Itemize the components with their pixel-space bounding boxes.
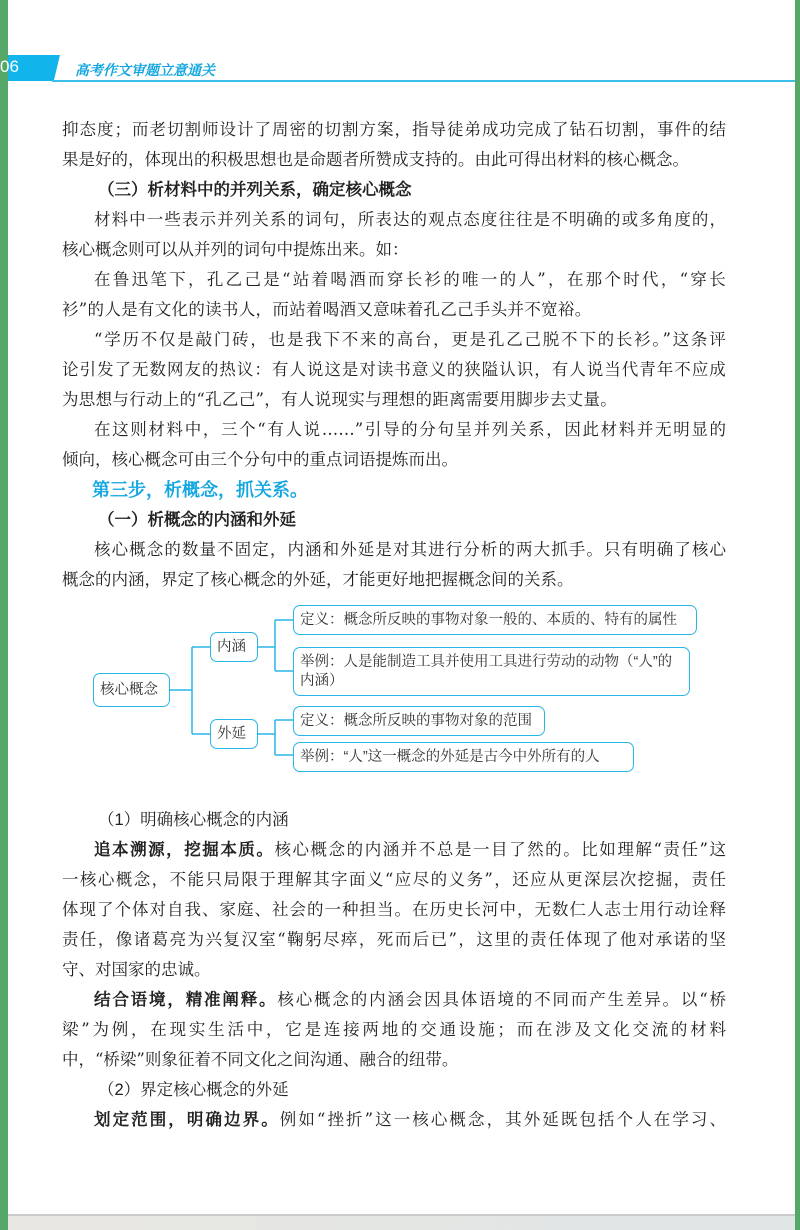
- running-header-title: 高考作文审题立意通关: [75, 62, 215, 78]
- text-line: [62, 1105, 726, 1135]
- text-line: 一核心概念，不能只局限于理解其字面义“应尽的义务”，还应从更深层次挖掘，责任: [62, 870, 726, 889]
- text-line: 概念的内涵，界定了核心概念的外延，才能更好地把握概念间的关系。: [62, 570, 574, 589]
- connotation-example-box: 举例：人是能制造工具并使用工具进行劳动的动物（“人”的内涵）: [293, 647, 690, 696]
- step-heading: 第三步，析概念，抓关系。: [92, 480, 308, 500]
- text-line: 材料中一些表示并列关系的词句，所表达的观点态度往往是不明确的或多角度的，: [94, 210, 726, 229]
- key-phrase: 追本溯源，挖掘本质。: [94, 841, 275, 859]
- section-heading: （一）析概念的内涵和外延: [98, 511, 296, 529]
- page-number: 06: [0, 57, 19, 76]
- text-line: 在这则材料中，三个“有人说……”引导的分句呈并列关系，因此材料并无明显的: [94, 420, 726, 439]
- text-line: 抑态度；而老切割师设计了周密的切割方案，指导徒弟成功完成了钻石切割，事件的结: [62, 120, 726, 139]
- root-concept-box: 核心概念: [93, 673, 170, 707]
- text-line: 体现了个体对自我、家庭、社会的一种担当。在历史长河中，无数仁人志士用行动诠释: [62, 900, 726, 919]
- text-span: 核心概念的内涵并不总是一目了然的。比如理解“责任”这: [274, 840, 726, 859]
- text-line: [62, 985, 726, 1015]
- denotation-example-box: 举例：“人”这一概念的外延是古今中外所有的人: [293, 742, 634, 772]
- text-span: 例如“挫折”这一核心概念，其外延既包括个人在学习、: [279, 1110, 726, 1129]
- text-line: 守、对国家的忠诚。: [62, 960, 211, 979]
- text-line: 核心概念则可以从并列的词句中提炼出来。如：: [62, 240, 409, 259]
- concept-diagram: [0, 595, 800, 805]
- quote-line: 衫”的人是有文化的读书人，而站着喝酒又意味着孔乙己手头并不宽裕。: [62, 300, 592, 319]
- quote-line: “学历不仅是敲门砖，也是我下不来的高台，更是孔乙己脱不下的长衫。”这条评: [94, 330, 726, 349]
- section-heading: （三）析材料中的并列关系，确定核心概念: [98, 181, 412, 199]
- text-line: [62, 835, 726, 865]
- key-phrase: 划定范围，明确边界。: [94, 1111, 280, 1129]
- header-rule: [52, 80, 795, 82]
- denotation-box: 外延: [210, 719, 258, 749]
- connotation-definition-box: 定义：概念所反映的事物对象一般的、本质的、特有的属性: [293, 605, 697, 635]
- quote-line: 在鲁迅笔下，孔乙己是“站着喝酒而穿长衫的唯一的人”，在那个时代，“穿长: [94, 270, 726, 289]
- text-span: 核心概念的内涵会因具体语境的不同而产生差异。以“桥: [277, 990, 726, 1009]
- connotation-box: 内涵: [210, 632, 258, 662]
- subsection-heading: （1）明确核心概念的内涵: [98, 811, 289, 829]
- bottom-toolbar-strip: [8, 1214, 795, 1230]
- subsection-heading: （2）界定核心概念的外延: [98, 1081, 289, 1099]
- quote-line: 论引发了无数网友的热议：有人说这是对读书意义的狭隘认识，有人说当代青年不应成: [62, 360, 726, 379]
- text-line: 梁”为例，在现实生活中，它是连接两地的交通设施；而在涉及文化交流的材料: [62, 1020, 726, 1039]
- text-line: 责任，像诸葛亮为兴复汉室“鞠躬尽瘁，死而后已”，这里的责任体现了他对承诺的坚: [62, 930, 726, 949]
- text-line: 中，“桥梁”则象征着不同文化之间沟通、融合的纽带。: [62, 1050, 459, 1069]
- text-line: 核心概念的数量不固定，内涵和外延是对其进行分析的两大抓手。只有明确了核心: [94, 540, 726, 559]
- text-line: 倾向，核心概念可由三个分句中的重点词语提炼而出。: [62, 450, 458, 469]
- text-line: 果是好的，体现出的积极思想也是命题者所赞成支持的。由此可得出材料的核心概念。: [62, 150, 689, 169]
- key-phrase: 结合语境，精准阐释。: [94, 991, 278, 1009]
- quote-line: 为思想与行动上的“孔乙己”，有人说现实与理想的距离需要用脚步去丈量。: [62, 390, 618, 409]
- denotation-definition-box: 定义：概念所反映的事物对象的范围: [293, 706, 545, 736]
- page-body: [62, 115, 726, 1135]
